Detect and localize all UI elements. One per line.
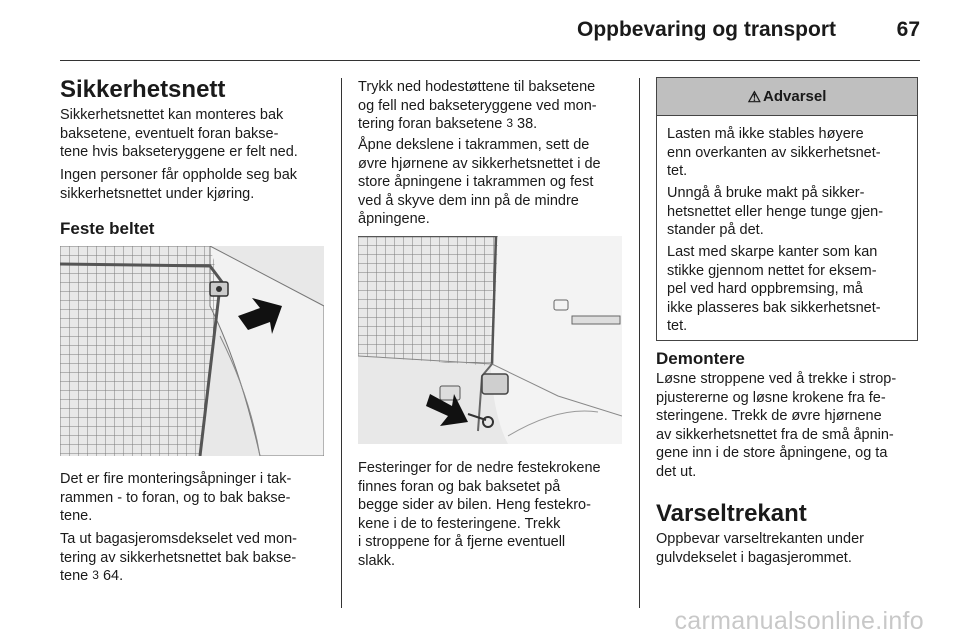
- col1-paragraph-1: [60, 106, 298, 162]
- warning-header: [657, 78, 917, 116]
- warning-title: Advarsel: [763, 88, 827, 105]
- text-line: hetsnettet eller henge tunge gjen-: [667, 203, 884, 220]
- text-line: Last med skarpe kanter som kan: [667, 244, 878, 260]
- text-line: Løsne stroppene ved å trekke i strop-: [656, 371, 897, 387]
- text-line: tet.: [667, 163, 688, 179]
- text-line: Sikkerhetsnettet kan monteres bak: [60, 107, 284, 123]
- text-line: Åpne dekslene i takrammen, sett de: [358, 137, 590, 153]
- text-line: Unngå å bruke makt på sikker-: [667, 185, 865, 201]
- text-line: det ut.: [656, 463, 697, 480]
- text-line: Trykk ned hodestøttene til baksetene: [358, 79, 596, 95]
- cross-reference-icon: 3: [506, 116, 514, 130]
- net-floor-hook-illustration: [358, 236, 622, 444]
- text-line: gulvdekselet i bagasjerommet.: [656, 549, 852, 566]
- text-line: steringene. Trekk de øvre hjørnene: [656, 408, 882, 424]
- text-line: kene i de to festeringene. Trekk: [358, 515, 561, 532]
- warning-box: [656, 77, 918, 341]
- cross-reference-icon: 3: [92, 568, 99, 582]
- text-line: pjustererne og løsne krokene fra fe-: [656, 389, 886, 406]
- text-line: Ingen personer får oppholde seg bak: [60, 167, 298, 183]
- warning-triangle-icon: ⚠: [747, 88, 762, 106]
- header-rule: [60, 60, 920, 61]
- text-line: stikke gjennom nettet for eksem-: [667, 262, 877, 279]
- col2-paragraph-2: [358, 136, 601, 229]
- figure-net-floor-hook: [358, 236, 622, 444]
- subheading-feste-beltet: Feste beltet: [60, 219, 155, 238]
- text-line: begge sider av bilen. Heng festekro-: [358, 497, 591, 513]
- text-line: enn overkanten av sikkerhetsnet-: [667, 144, 881, 161]
- text-line: tene hvis bakseteryggene er felt ned.: [60, 144, 298, 160]
- col3-paragraph-1: [656, 370, 896, 481]
- text-fragment: tene: [60, 568, 89, 584]
- section-heading-varseltrekant: Varseltrekant: [656, 500, 807, 527]
- text-line: finnes foran og bak baksetet på: [358, 478, 561, 495]
- warning-paragraph-3: [667, 243, 911, 336]
- text-line: ikke plasseres bak sikkerhetsnet-: [667, 299, 881, 316]
- text-line: åpningene.: [358, 211, 430, 227]
- text-line: ved å skyve dem inn på de mindre: [358, 192, 579, 209]
- warning-paragraph-2: [667, 184, 911, 240]
- col1-paragraph-3: [60, 470, 291, 526]
- text-line: Ta ut bagasjeromsdekselet ved mon-: [60, 531, 297, 547]
- text-line: slakk.: [358, 552, 396, 569]
- text-line: gene inn i de store åpningene, og ta: [656, 445, 888, 461]
- text-line: store åpningene i takrammen og fest: [358, 174, 594, 190]
- text-line: [358, 115, 597, 134]
- col2-paragraph-1: [358, 78, 597, 134]
- net-roof-mount-illustration: [60, 246, 324, 456]
- column-divider-right: [639, 78, 640, 608]
- column-divider-left: [341, 78, 342, 608]
- warning-paragraph-1: [667, 125, 911, 181]
- text-line: [60, 567, 297, 586]
- watermark: carmanualsonline.info: [674, 607, 924, 635]
- text-line: tering av sikkerhetsnettet bak bakse-: [60, 549, 297, 566]
- col1-paragraph-2: [60, 166, 297, 203]
- text-line: tet.: [667, 318, 688, 334]
- text-line: Oppbevar varseltrekanten under: [656, 531, 864, 547]
- col2-paragraph-3: [358, 459, 601, 570]
- page-reference[interactable]: 38.: [517, 116, 538, 132]
- text-line: rammen - to foran, og to bak bakse-: [60, 489, 291, 506]
- figure-net-roof-mount: [60, 246, 324, 456]
- text-line: og fell ned bakseteryggene ved mon-: [358, 97, 597, 114]
- col1-paragraph-4: [60, 530, 297, 586]
- text-line: Lasten må ikke stables høyere: [667, 126, 864, 142]
- text-line: av sikkerhetsnettet fra de små åpnin-: [656, 426, 894, 443]
- col3-paragraph-2: [656, 530, 864, 567]
- text-line: Festeringer for de nedre festekrokene: [358, 460, 601, 476]
- page-reference[interactable]: 64.: [102, 568, 124, 584]
- running-header-title: Oppbevaring og transport: [576, 18, 836, 41]
- text-fragment: tering foran baksetene: [358, 116, 503, 132]
- text-line: sikkerhetsnettet under kjøring.: [60, 185, 255, 202]
- text-line: pel ved hard oppbremsing, må: [667, 281, 863, 297]
- text-line: tene.: [60, 508, 93, 524]
- text-line: øvre hjørnene av sikkerhetsnettet i de: [358, 155, 601, 172]
- text-line: i stroppene for å fjerne eventuell: [358, 534, 566, 550]
- section-heading-sikkerhetsnett: Sikkerhetsnett: [60, 76, 226, 103]
- text-line: stander på det.: [667, 222, 764, 238]
- text-line: baksetene, eventuelt foran bakse-: [60, 125, 279, 142]
- subheading-demontere: Demontere: [656, 349, 745, 368]
- page-number: 67: [896, 18, 920, 41]
- text-line: Det er fire monteringsåpninger i tak-: [60, 471, 292, 487]
